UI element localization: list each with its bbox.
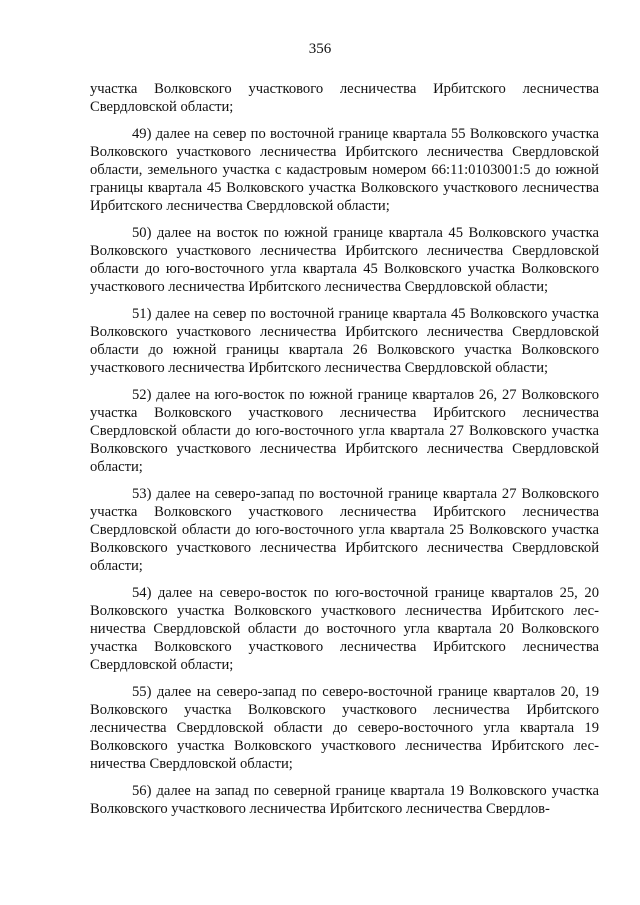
paragraph-item-55: 55) далее на северо-запад по северо-восточной границе кварталов 20, 19 Волковского участка Волковского участкового лесничества Ирбитского лесничества Свердловской области до северо-восточного угла квартала 19 Волковского участка Волковского участкового лесничества Ирбитского лесничества Свердловской области; <box>90 684 599 772</box>
paragraph-item-50: 50) далее на восток по южной границе квартала 45 Волковского участка Волковского участкового лесничества Ирбитского лесничества Свердловской области до юго-восточного угла квартала 45 Волковского участка Волковского участкового лесничества Ирбитского лесничества Свердловской области; <box>90 225 599 295</box>
document-body <box>90 80 599 818</box>
paragraph-continuation: участка Волковского участкового лесничества Ирбитского лесничества Свердловской области; <box>90 81 599 115</box>
paragraph-item-54: 54) далее на северо-восток по юго-восточной границе кварталов 25, 20 Волковского участка Волковского участкового лесничества Ирбитского лесничества Свердловской области до восточного угла квартала 20 Волковского участка Волковского участкового лесничества Ирбитского лесничества Свердловской области; <box>90 585 599 673</box>
page-number: 356 <box>308 41 332 57</box>
paragraph-item-49: 49) далее на север по восточной границе квартала 55 Волковского участка Волковского участкового лесничества Ирбитского лесничества Свердловской области, земельного участка с кадастровым номером 66:11:0103001:5 до южной границы квартала 45 Волковского участка Волковского участкового лесничества Ирбитского лесничества Свердловской области; <box>90 126 599 214</box>
paragraph-item-52: 52) далее на юго-восток по южной границе кварталов 26, 27 Волковского участка Волковского участкового лесничества Ирбитского лесничества Свердловской области до юго-восточного угла квартала 27 Волковского участка Волковского участкового лесничества Ирбитского лесничества Свердловской области; <box>90 387 599 475</box>
paragraph-item-51: 51) далее на север по восточной границе квартала 45 Волковского участка Волковского участкового лесничества Ирбитского лесничества Свердловской области до южной границы квартала 26 Волковского участка Волковского участкового лесничества Ирбитского лесничества Свердловской области; <box>90 306 599 376</box>
paragraph-item-56: 56) далее на запад по северной границе квартала 19 Волковского участка Волковского участкового лесничества Ирбитского лесничества Свердлов- <box>90 783 599 817</box>
paragraph-item-53: 53) далее на северо-запад по восточной границе квартала 27 Волковского участка Волковского участкового лесничества Ирбитского лесничества Свердловской области до юго-восточного угла квартала 25 Волковского участка Волковского участкового лесничества Ирбитского лесничества Свердловской области; <box>90 486 599 574</box>
